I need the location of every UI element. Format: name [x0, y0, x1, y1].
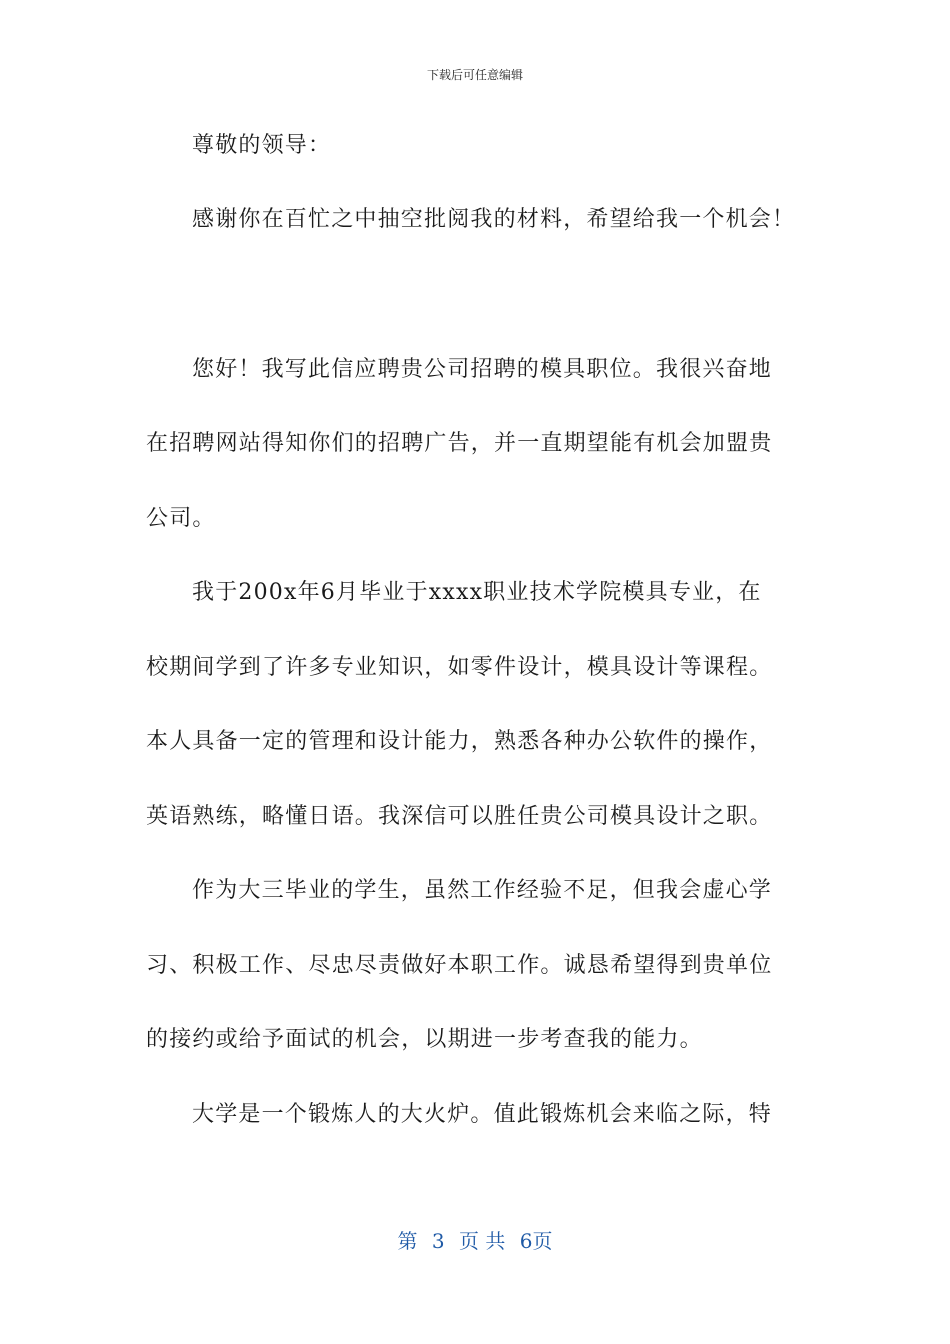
paragraph-1-line-3: 公司。	[146, 506, 216, 531]
paragraph-2-line-3: 本人具备一定的管理和设计能力，熟悉各种办公软件的操作，	[146, 729, 773, 754]
paragraph-1-line-2: 在招聘网站得知你们的招聘广告，并一直期望能有机会加盟贵	[146, 431, 773, 456]
salutation: 尊敬的领导：	[192, 133, 332, 158]
paragraph-2-line-1: 我于200x年6月毕业于xxxx职业技术学院模具专业，在	[192, 580, 762, 605]
paragraph-2-line-4: 英语熟练，略懂日语。我深信可以胜任贵公司模具设计之职。	[146, 804, 773, 829]
paragraph-1-line-1: 您好！我写此信应聘贵公司招聘的模具职位。我很兴奋地	[192, 357, 773, 382]
paragraph-4-line-1: 大学是一个锻炼人的大火炉。值此锻炼机会来临之际，特	[192, 1102, 773, 1127]
paragraph-3-line-1: 作为大三毕业的学生，虽然工作经验不足，但我会虚心学	[192, 878, 773, 903]
thanks-line: 感谢你在百忙之中抽空批阅我的材料，希望给我一个机会！	[192, 207, 796, 232]
footer-current-page: 3	[431, 1229, 445, 1253]
footer-total-pages: 6页	[519, 1229, 553, 1253]
footer-prefix: 第	[397, 1229, 418, 1253]
paragraph-3-line-3: 的接约或给予面试的机会，以期进一步考查我的能力。	[146, 1027, 703, 1052]
page-header: 下载后可任意编辑	[426, 68, 523, 82]
footer-middle: 页 共	[459, 1229, 506, 1253]
paragraph-3-line-2: 习、积极工作、尽忠尽责做好本职工作。诚恳希望得到贵单位	[146, 953, 773, 978]
page-footer	[0, 1225, 950, 1254]
paragraph-2-line-2: 校期间学到了许多专业知识，如零件设计，模具设计等课程。	[146, 655, 773, 680]
